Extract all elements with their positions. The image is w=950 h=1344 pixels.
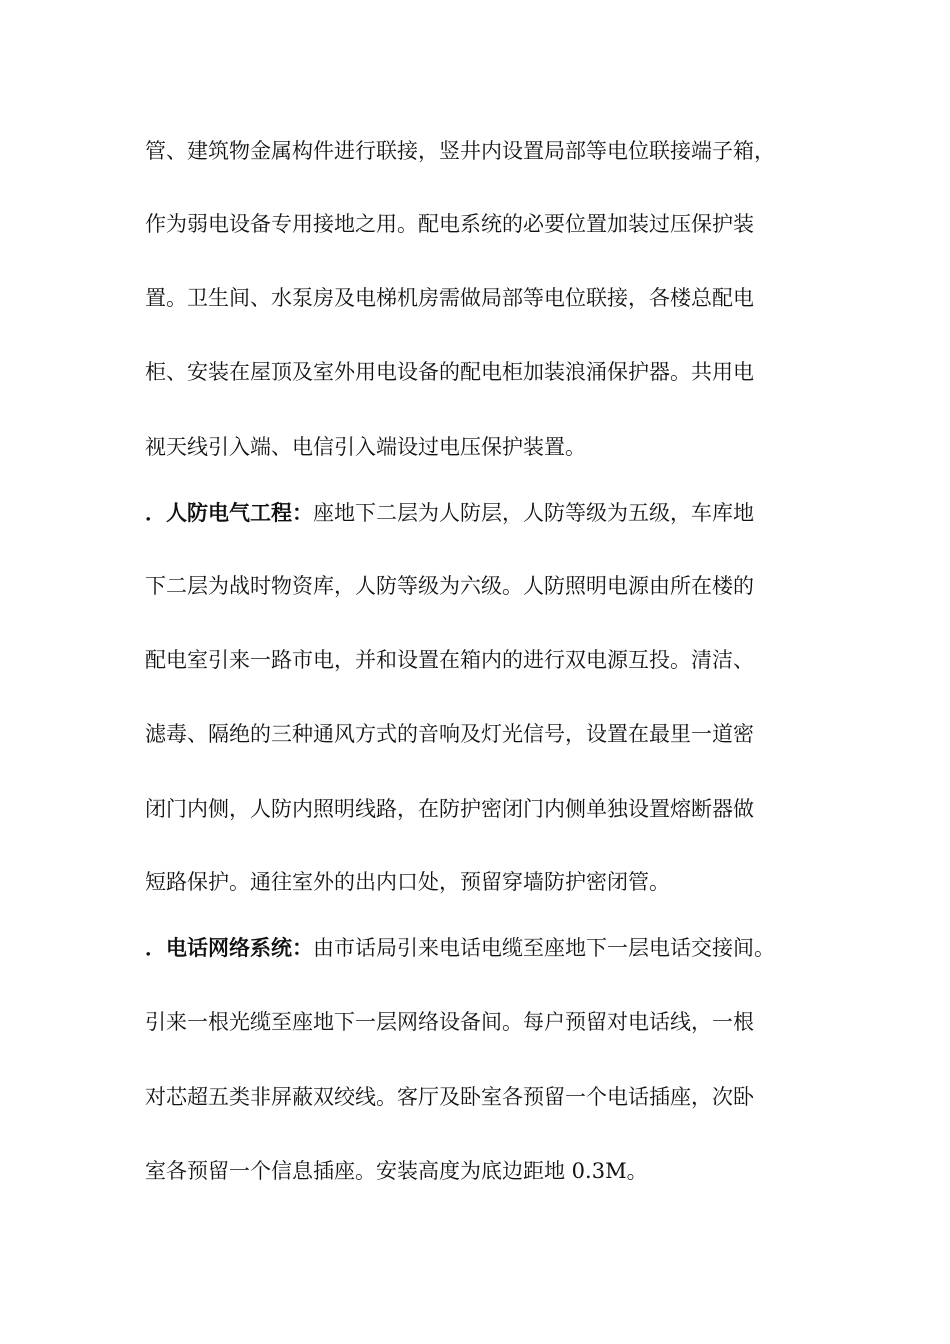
paragraph-line: 柜、安装在屋顶及室外用电设备的配电柜加装浪涌保护器。共用电 bbox=[145, 360, 754, 384]
paragraph-line: 闭门内侧，人防内照明线路，在防护密闭门内侧单独设置熔断器做 bbox=[145, 797, 754, 821]
paragraph-line: 引来一根光缆至座地下一层网络设备间。每户预留对电话线，一根 bbox=[145, 1010, 754, 1034]
section-civil-defense-line bbox=[145, 498, 845, 528]
section-text: 座地下二层为人防层，人防等级为五级，车库地 bbox=[313, 501, 754, 525]
section-text: 由市话局引来电话电缆至座地下一层电话交接间。 bbox=[313, 936, 775, 960]
paragraph-line: 视天线引入端、电信引入端设过电压保护装置。 bbox=[145, 435, 586, 459]
paragraph-line: 滤毒、隔绝的三种通风方式的音响及灯光信号，设置在最里一道密 bbox=[145, 722, 754, 746]
paragraph-line: 管、建筑物金属构件进行联接，竖井内设置局部等电位联接端子箱， bbox=[145, 139, 775, 163]
section-heading: ．人防电气工程： bbox=[145, 500, 313, 525]
paragraph-line: 下二层为战时物资库，人防等级为六级。人防照明电源由所在楼的 bbox=[145, 574, 754, 598]
paragraph-line: 短路保护。通往室外的出内口处，预留穿墙防护密闭管。 bbox=[145, 870, 670, 894]
paragraph-line: 对芯超五类非屏蔽双绞线。客厅及卧室各预留一个电话插座，次卧 bbox=[145, 1085, 754, 1109]
paragraph-line: 作为弱电设备专用接地之用。配电系统的必要位置加装过压保护装 bbox=[145, 212, 754, 236]
paragraph-line: 置。卫生间、水泵房及电梯机房需做局部等电位联接，各楼总配电 bbox=[145, 286, 754, 310]
paragraph-line: 配电室引来一路市电，并和设置在箱内的进行双电源互投。清洁、 bbox=[145, 648, 754, 672]
section-heading: ．电话网络系统： bbox=[145, 935, 313, 960]
section-telephone-line bbox=[145, 933, 845, 963]
paragraph-line: 室各预留一个信息插座。安装高度为底边距地 0.3M。 bbox=[145, 1159, 648, 1183]
